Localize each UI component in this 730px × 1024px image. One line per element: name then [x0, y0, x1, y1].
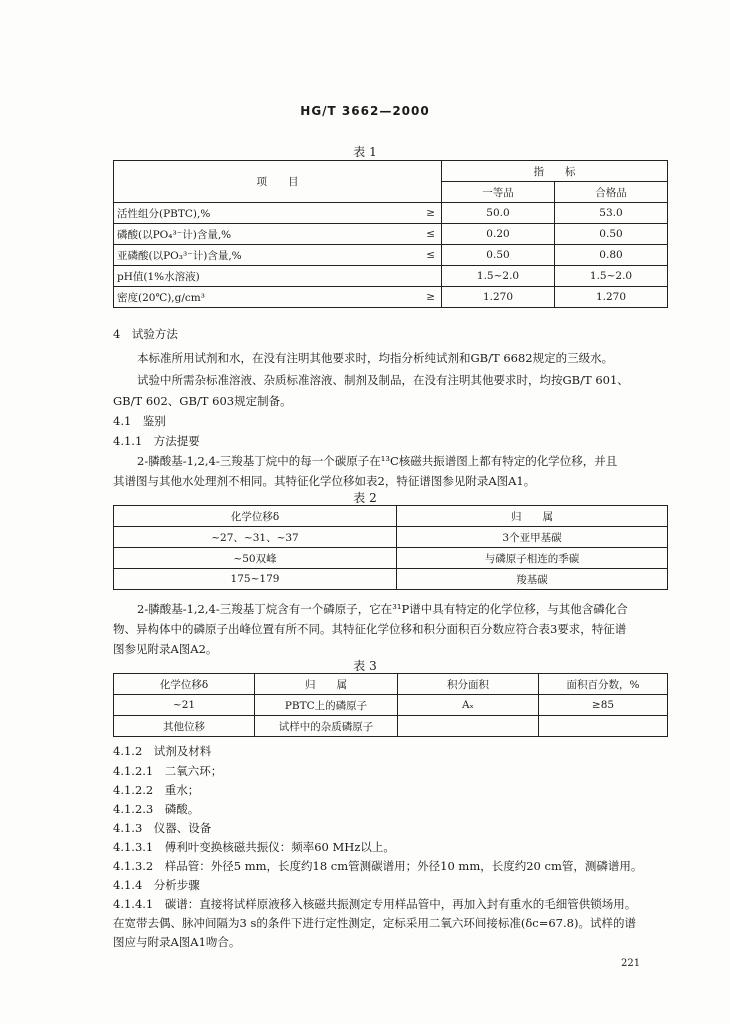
paragraph-line: 本标准所用试剂和水，在没有注明其他要求时，均指分析纯试剂和GB/T 6682规定的三级水。 — [137, 351, 614, 365]
subsection-title: 4.1.3 仪器、设备 — [113, 821, 212, 835]
list-item: 4.1.3.1 傅利叶变换核磁共振仪：频率60 MHz以上。 — [113, 840, 395, 854]
paragraph-line: 2-膦酸基-1,2,4-三羧基丁烷中的每一个碳原子在¹³C核磁共振谱图上都有特定的化学位移，并且 — [137, 454, 618, 468]
subsection-title: 4.1.1 方法提要 — [113, 434, 200, 448]
section-title: 4 试验方法 — [113, 327, 178, 341]
table-row: 磷酸(以PO₄³⁻计)含量,% ≤ 0.20 0.50 — [114, 224, 668, 245]
paragraph-line: 其谱图与其他水处理剂不相同。其特征化学位移如表2，特征谱图参见附录A图A1。 — [113, 474, 536, 488]
list-item: 4.1.3.2 样品管：外径5 mm，长度约18 cm管测碳谱用；外径10 mm，长度约20 cm管，测磷谱用。 — [113, 859, 643, 873]
table2-col-shift: 化学位移δ — [114, 506, 397, 527]
subsection-title: 4.1 鉴别 — [113, 414, 166, 428]
table1-col-first: 一等品 — [442, 182, 555, 203]
table1-caption: 表 1 — [353, 145, 377, 159]
table3-col-assign: 归 属 — [255, 674, 398, 695]
paragraph-line: 试验中所需杂标准溶液、杂质标准溶液、制剂及制品，在没有注明其他要求时，均按GB/T 601、 — [137, 373, 629, 387]
table2-caption: 表 2 — [353, 491, 377, 505]
table3-caption: 表 3 — [353, 659, 377, 673]
list-item: 4.1.2.1 二氧六环； — [113, 764, 223, 778]
table1-col-index: 指 标 — [442, 161, 668, 182]
subsection-title: 4.1.2 试剂及材料 — [113, 744, 212, 758]
paragraph-line: 在宽带去偶、脉冲间隔为3 s的条件下进行定性测定，定标采用二氧六环间接标准(δc=67.8)。试样的谱 — [113, 916, 636, 930]
subsection-title: 4.1.4 分析步骤 — [113, 878, 200, 892]
standard-header: HG/T 3662—2000 — [300, 104, 430, 118]
table3-col-area: 积分面积 — [398, 674, 539, 695]
table1-col-item: 项 目 — [114, 161, 442, 203]
table2-col-assign: 归 属 — [397, 506, 668, 527]
table1-col-qualified: 合格品 — [555, 182, 668, 203]
table-row: ~50双峰 与磷原子相连的季碳 — [114, 548, 668, 569]
paragraph-line: 图参见附录A图A2。 — [113, 642, 218, 656]
table3-col-shift: 化学位移δ — [114, 674, 255, 695]
table3-col-pct: 面积百分数，% — [539, 674, 668, 695]
table-row: 其他位移 试样中的杂质磷原子 — [114, 716, 668, 737]
list-item: 4.1.2.3 磷酸。 — [113, 802, 200, 816]
table1 — [113, 160, 668, 308]
paragraph-line: 2-膦酸基-1,2,4-三羧基丁烷含有一个磷原子，它在³¹P谱中具有特定的化学位移，与其他含磷化合 — [137, 602, 628, 616]
list-item: 4.1.2.2 重水； — [113, 783, 200, 797]
table-row: ~21 PBTC上的磷原子 Aₓ ≥85 — [114, 695, 668, 716]
table3 — [113, 673, 668, 737]
table2 — [113, 505, 668, 590]
page-number: 221 — [621, 958, 641, 969]
table-row: 密度(20℃),g/cm³ ≥ 1.270 1.270 — [114, 287, 668, 308]
table-row: 175~179 羧基碳 — [114, 569, 668, 590]
table-row: 亚磷酸(以PO₃³⁻计)含量,% ≤ 0.50 0.80 — [114, 245, 668, 266]
paragraph-line: 4.1.4.1 碳谱：直接将试样原液移入核磁共振测定专用样品管中，再加入封有重水的毛细管供锁场用。 — [113, 897, 637, 911]
paragraph-line: 图应与附录A图A1吻合。 — [113, 935, 241, 949]
paragraph-line: GB/T 602、GB/T 603规定制备。 — [113, 394, 292, 408]
paragraph-line: 物、异构体中的磷原子出峰位置有所不同。其特征化学位移和积分面积百分数应符合表3要求，特征谱 — [113, 622, 627, 636]
table-row: pH值(1%水溶液) 1.5~2.0 1.5~2.0 — [114, 266, 668, 287]
table-row: 活性组分(PBTC),% ≥ 50.0 53.0 — [114, 203, 668, 224]
table-row: ~27、~31、~37 3个亚甲基碳 — [114, 527, 668, 548]
